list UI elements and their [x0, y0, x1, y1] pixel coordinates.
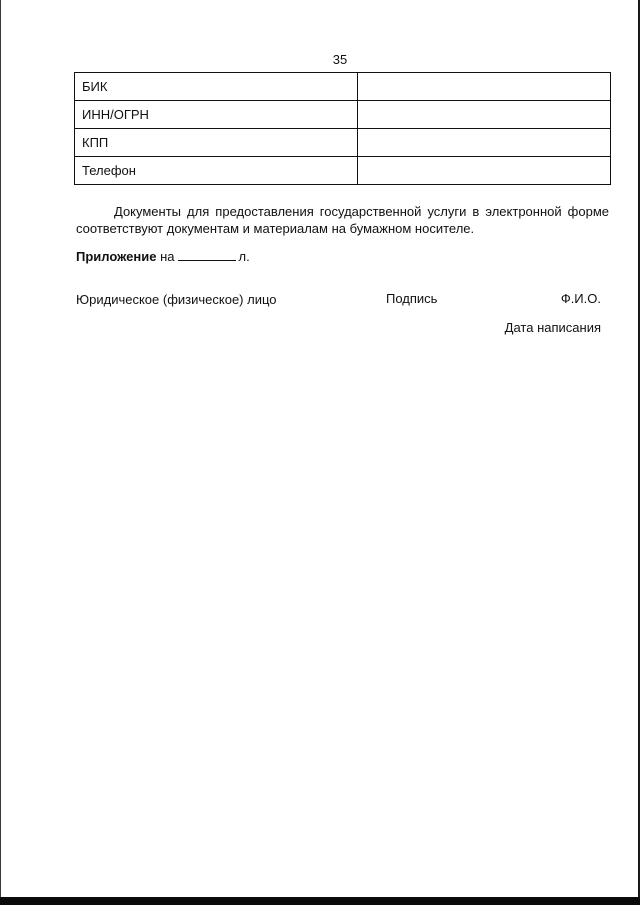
- table-row: [75, 157, 611, 185]
- requisites-table: [74, 72, 611, 185]
- inn-ogrn-label: ИНН/ОГРН: [75, 101, 358, 129]
- kpp-value: [358, 129, 611, 157]
- attachment-line: [76, 249, 250, 264]
- table-row: [75, 73, 611, 101]
- phone-label: Телефон: [75, 157, 358, 185]
- phone-value: [358, 157, 611, 185]
- table-row: [75, 129, 611, 157]
- bik-label: БИК: [75, 73, 358, 101]
- attachment-prefix: на: [160, 249, 175, 264]
- attachment-label: Приложение: [76, 249, 157, 264]
- full-name-label: Ф.И.О.: [560, 291, 601, 306]
- date-label: Дата написания: [504, 320, 601, 335]
- attachment-suffix: л.: [238, 249, 250, 264]
- statement-line-2: соответствуют документам и материалам на бумажном носителе.: [76, 221, 475, 236]
- page-number: 35: [332, 52, 348, 67]
- inn-ogrn-value: [358, 101, 611, 129]
- table-row: [75, 101, 611, 129]
- scan-edge-left: [0, 0, 1, 905]
- signature-label: Подпись: [386, 291, 438, 306]
- kpp-label: КПП: [75, 129, 358, 157]
- conformity-statement: [76, 203, 609, 237]
- scan-edge-bottom: [0, 897, 640, 905]
- bik-value: [358, 73, 611, 101]
- statement-line-1: Документы для предоставления государственной услуги в электронной форме: [114, 204, 609, 219]
- attachment-pages-blank: [178, 249, 236, 261]
- signer-label: Юридическое (физическое) лицо: [76, 292, 277, 307]
